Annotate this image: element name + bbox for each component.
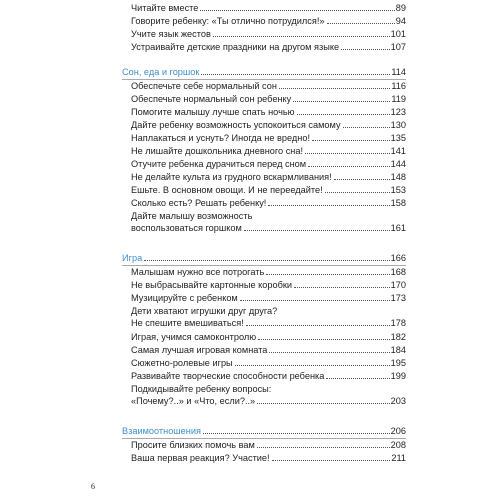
dot-leader (297, 114, 390, 115)
toc-item-two-line[interactable]: Дети хватают игрушки друг друга? Не спешите вмешиваться! 178 (131, 306, 406, 328)
dot-leader (312, 140, 390, 141)
dot-leader (334, 179, 390, 180)
dot-leader (305, 153, 390, 154)
toc-item[interactable]: Устраивайте детские праздники на другом языке 107 (131, 42, 406, 52)
dot-leader (266, 274, 389, 275)
toc-section-sleep-food-potty[interactable]: Сон, еда и горшок 114 (122, 66, 406, 80)
dot-leader (144, 260, 389, 261)
toc-item[interactable]: Просите близких помочь вам 208 (131, 440, 406, 450)
dot-leader (235, 365, 390, 366)
dot-leader (246, 325, 390, 326)
dot-leader (257, 447, 390, 448)
toc-item[interactable]: Дайте ребенку возможность успокоиться самому 130 (131, 120, 406, 130)
toc-item[interactable]: Развивайте творческие способности ребенка 199 (131, 371, 406, 381)
page-number: 6 (91, 482, 95, 491)
toc-section-play[interactable]: Игра 166 (122, 252, 406, 266)
dot-leader (343, 127, 390, 128)
dot-leader (213, 36, 390, 37)
dot-leader (203, 433, 390, 434)
toc-item[interactable]: Ешьте. В основном овощи. И не переедайте! 153 (131, 185, 406, 195)
toc-item[interactable]: Не лишайте дошкольника дневного сна! 141 (131, 146, 406, 156)
dot-leader (240, 300, 390, 301)
dot-leader (327, 23, 395, 24)
toc-item[interactable]: Сколько есть? Решать ребенку! 158 (131, 198, 406, 208)
toc-item[interactable]: Отучите ребенка дурачиться перед сном 144 (131, 159, 406, 169)
dot-leader (200, 10, 394, 11)
dot-leader (341, 49, 390, 50)
dot-leader (269, 352, 389, 353)
toc-item[interactable]: Не делайте культа из грудного вскармливания! 148 (131, 172, 406, 182)
toc-item-two-line[interactable]: Дайте малышу возможность воспользоваться горшком 161 (131, 211, 406, 233)
dot-leader (294, 287, 390, 288)
toc-item[interactable]: Обеспечьте нормальный сон ребенку 119 (131, 94, 406, 104)
toc-item[interactable]: Читайте вместе 89 (131, 3, 406, 13)
toc-item-two-line[interactable]: Подкидывайте ребенку вопросы: «Почему?..» и «Что, если?..» 203 (131, 384, 406, 406)
toc-item[interactable]: Говорите ребенку: «Ты отлично потрудился!» 94 (131, 16, 406, 26)
toc-item[interactable]: Наплакаться и уснуть? Иногда не вредно! 135 (131, 133, 406, 143)
toc-item[interactable]: Играя, учимся самоконтролю 182 (131, 332, 406, 342)
dot-leader (257, 403, 389, 404)
toc-item[interactable]: Самая лучшая игровая комната 184 (131, 345, 406, 355)
dot-leader (279, 88, 390, 89)
toc-item[interactable]: Учите язык жестов 101 (131, 29, 406, 39)
dot-leader (293, 101, 390, 102)
dot-leader (258, 339, 390, 340)
dot-leader (272, 460, 391, 461)
dot-leader (268, 205, 389, 206)
dot-leader (326, 378, 389, 379)
toc-item[interactable]: Не выбрасывайте картонные коробки 170 (131, 280, 406, 290)
toc-item[interactable]: Обеспечьте себе нормальный сон 116 (131, 81, 406, 91)
toc-item[interactable]: Музицируйте с ребенком 173 (131, 293, 406, 303)
toc-item[interactable]: Ваша первая реакция? Участие! 211 (131, 453, 406, 463)
toc-item[interactable]: Малышам нужно все потрогать 168 (131, 267, 406, 277)
dot-leader (201, 74, 390, 75)
dot-leader (244, 230, 390, 231)
dot-leader (325, 192, 390, 193)
dot-leader (308, 166, 390, 167)
toc-section-relationships[interactable]: Взаимоотношения 206 (122, 425, 406, 439)
toc-item[interactable]: Сюжетно-ролевые игры 195 (131, 358, 406, 368)
toc-item[interactable]: Помогите малышу лучше спать ночью 123 (131, 107, 406, 117)
